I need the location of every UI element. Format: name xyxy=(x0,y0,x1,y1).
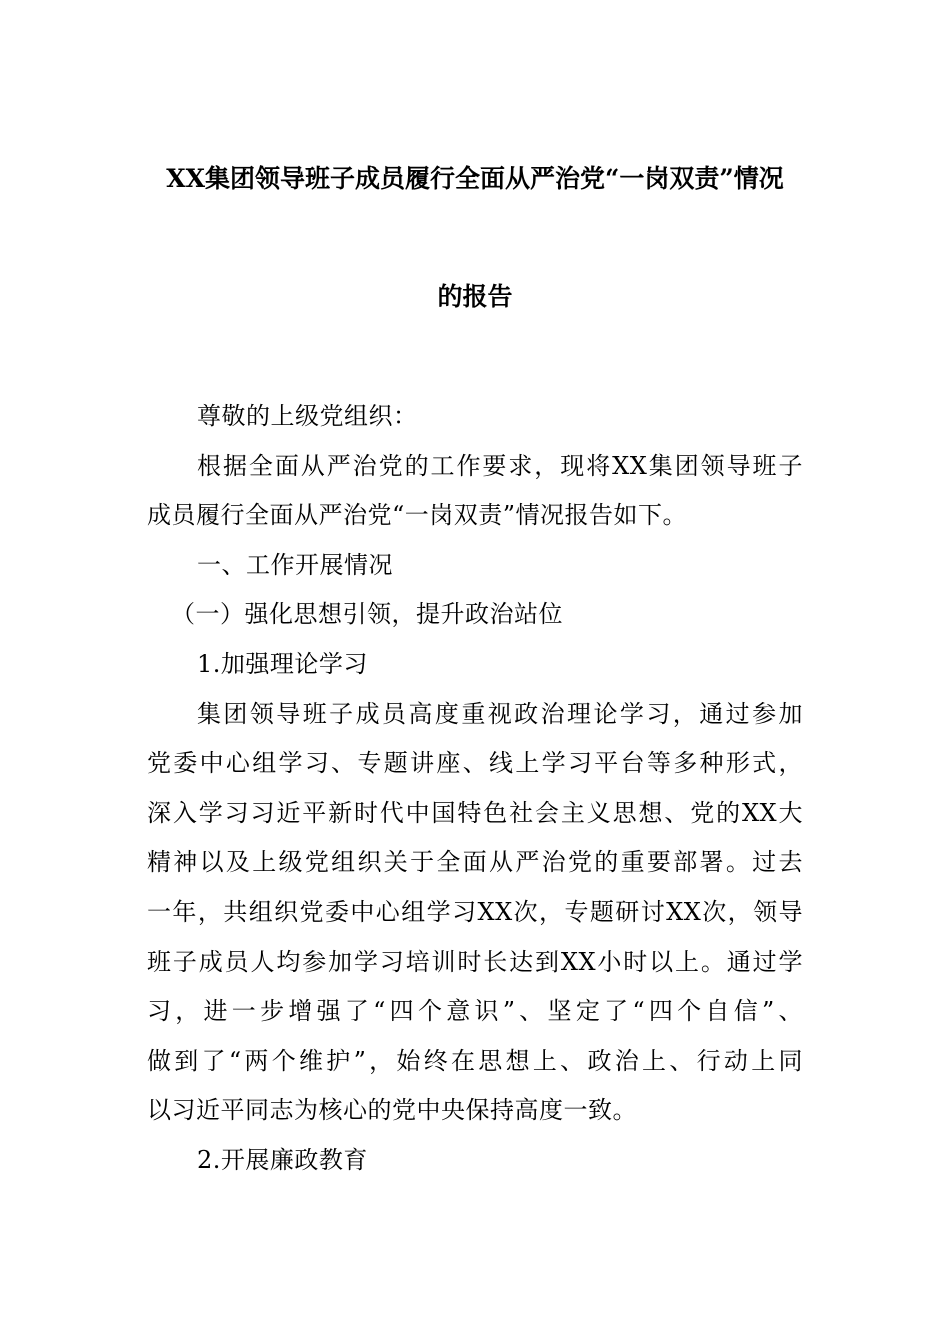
item1-body-line-7: 习，进一步增强了“四个意识”、坚定了“四个自信”、 xyxy=(147,997,803,1026)
item-heading-theory-study: 1.加强理论学习 xyxy=(197,649,368,678)
item1-body-line-2: 党委中心组学习、专题讲座、线上学习平台等多种形式， xyxy=(147,749,803,778)
intro-line-2: 成员履行全面从严治党“一岗双责”情况报告如下。 xyxy=(147,501,688,530)
item-heading-integrity-education: 2.开展廉政教育 xyxy=(197,1145,368,1174)
item1-body-line-6: 班子成员人均参加学习培训时长达到XX小时以上。通过学 xyxy=(147,947,803,976)
section-heading-work: 一、工作开展情况 xyxy=(197,550,393,579)
item1-body-line-3: 深入学习习近平新时代中国特色社会主义思想、党的XX大 xyxy=(147,798,803,827)
document-title-line-1: XX集团领导班子成员履行全面从严治党“一岗双责”情况 xyxy=(166,164,784,193)
item1-body-line-8: 做到了“两个维护”，始终在思想上、政治上、行动上同 xyxy=(147,1046,803,1075)
item1-body-line-1: 集团领导班子成员高度重视政治理论学习，通过参加 xyxy=(197,699,803,728)
item1-body-line-4: 精神以及上级党组织关于全面从严治党的重要部署。过去 xyxy=(147,848,803,877)
salutation: 尊敬的上级党组织： xyxy=(197,402,418,430)
intro-line-1: 根据全面从严治党的工作要求，现将XX集团领导班子 xyxy=(197,451,803,480)
subsection-heading-1: （一）强化思想引领，提升政治站位 xyxy=(171,600,563,629)
document-body xyxy=(147,392,803,1186)
document-title-line-2: 的报告 xyxy=(437,282,513,311)
item1-body-line-5: 一年，共组织党委中心组学习XX次，专题研讨XX次，领导 xyxy=(147,897,803,926)
item1-body-line-9: 以习近平同志为核心的党中央保持高度一致。 xyxy=(147,1096,637,1125)
